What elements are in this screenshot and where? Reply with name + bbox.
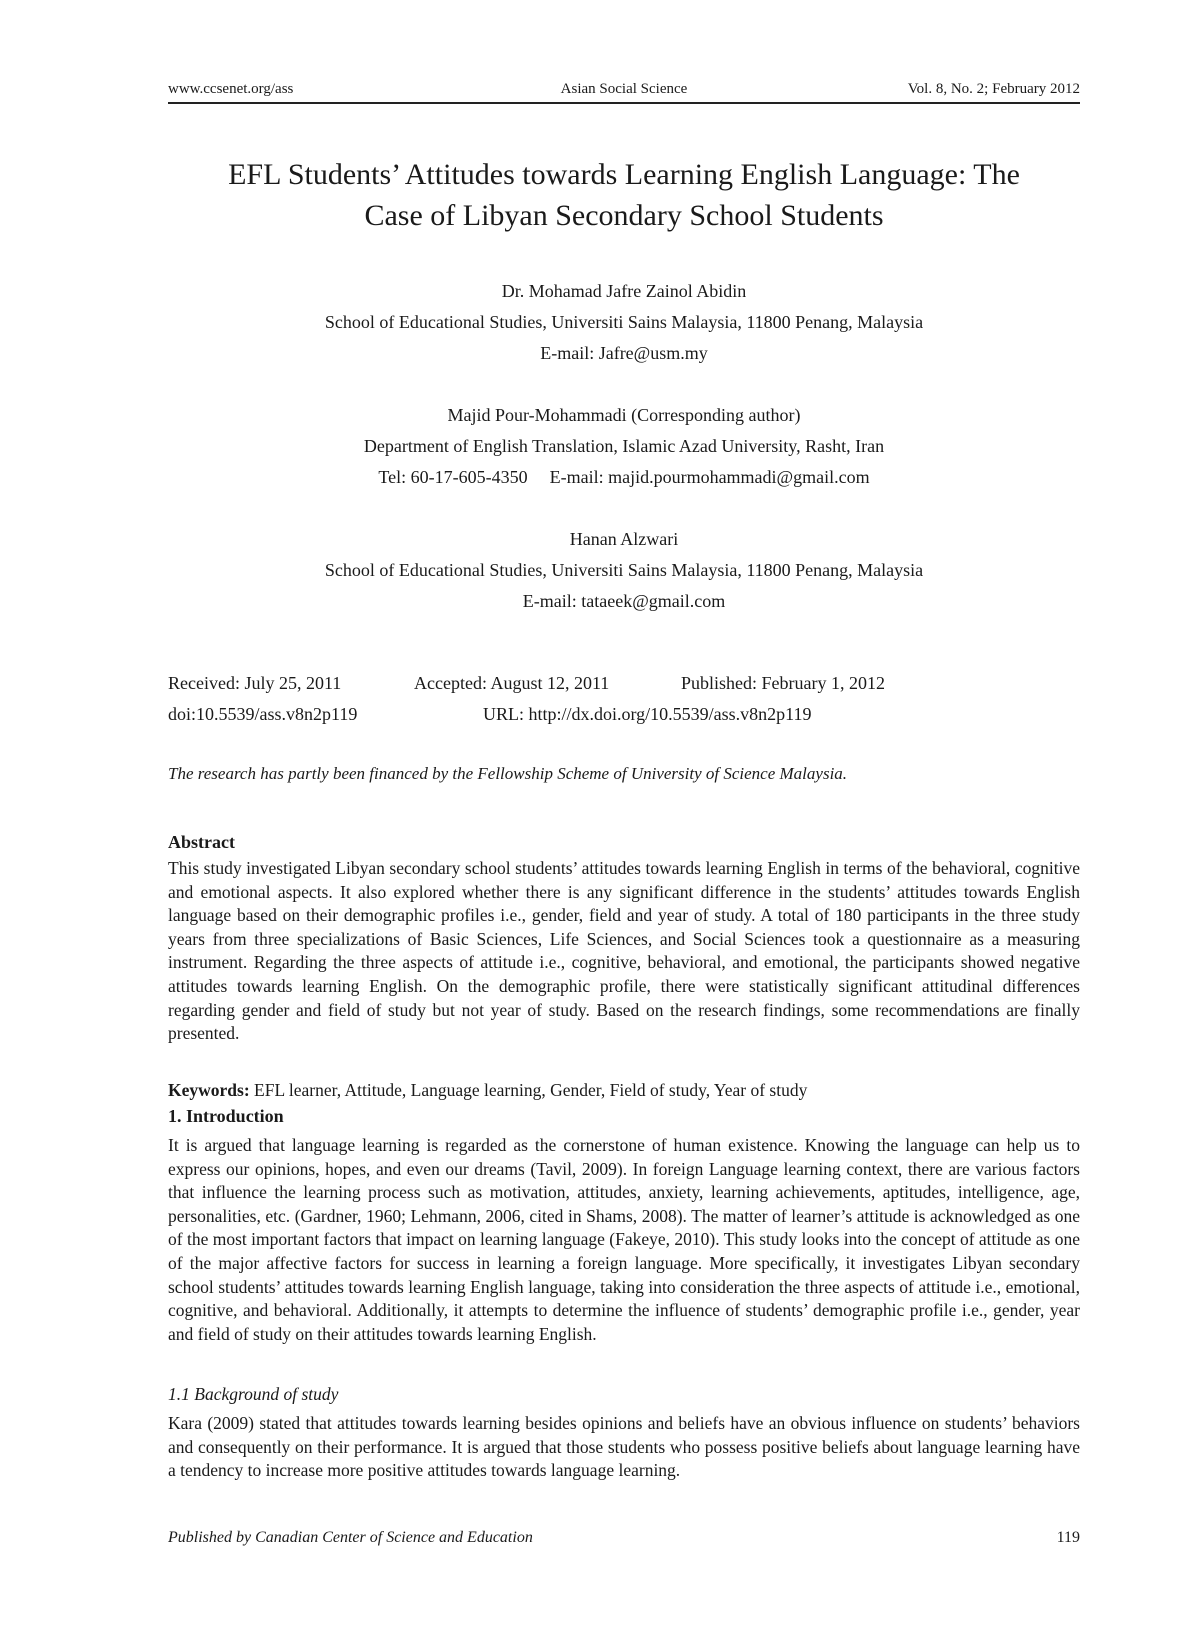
abstract-text: This study investigated Libyan secondary school students’ attitudes towards learning English in terms of the behavioral, cognitive and emotional aspects. It also explored whether there is any significant difference in the students’ attitudes towards English language based on their demographic profiles i.e., gender, field and year of study. A total of 180 participants in the three study years from three specializations of Basic Sciences, Life Sciences, and Social Sciences took a questionnaire as a measuring instrument. Regarding the three aspects of attitude i.e., cognitive, behavioral, and emotional, the participants showed negative attitudes towards learning English. On the demographic profile, there were statistically significant attitudinal differences regarding gender and field of study but not year of study. Based on the research findings, some recommendations are finally presented.: [168, 858, 1080, 1044]
page-footer: [168, 1529, 1080, 1547]
author-affiliation: School of Educational Studies, Universiti Sains Malaysia, 11800 Penang, Malaysia: [324, 560, 924, 580]
introduction-text: It is argued that language learning is regarded as the cornerstone of human existence. Knowing the language can help us to express our opinions, hopes, and even our dreams (Tavil, 2009). In foreign Language learning context, there are various factors that influence the learning process such as motivation, attitudes, anxiety, learning achievements, aptitudes, intelligence, age, personalities, etc. (Gardner, 1960; Lehmann, 2006, cited in Shams, 2008). The matter of learner’s attitude is acknowledged as one of the most important factors that impact on learning language (Fakeye, 2010). This study looks into the concept of attitude as one of the major affective factors for success in learning a foreign language. More specifically, it investigates Libyan secondary school students’ attitudes towards learning English language, taking into consideration the three aspects of attitude i.e., emotional, cognitive, and behavioral. Additionally, it attempts to determine the influence of students’ demographic profile i.e., gender, year and field of study on their attitudes towards learning English.: [168, 1135, 1080, 1344]
accepted-date: Accepted: August 12, 2011: [414, 673, 610, 693]
received-date: Received: July 25, 2011: [168, 673, 342, 693]
journal-url: www.ccsenet.org/ass: [168, 81, 294, 97]
author-contact: [168, 462, 1080, 493]
doi: doi:10.5539/ass.v8n2p119: [168, 704, 358, 724]
author-name: Dr. Mohamad Jafre Zainol Abidin: [501, 281, 747, 301]
author-email: E-mail: Jafre@usm.my: [540, 343, 708, 363]
page-number: 119: [1056, 1529, 1080, 1546]
volume-issue: Vol. 8, No. 2; February 2012: [907, 81, 1080, 97]
doi-url: URL: http://dx.doi.org/10.5539/ass.v8n2p119: [483, 704, 812, 724]
author-affiliation: School of Educational Studies, Universiti Sains Malaysia, 11800 Penang, Malaysia: [324, 312, 924, 332]
background-heading: 1.1 Background of study: [168, 1384, 339, 1404]
author-name: Hanan Alzwari: [569, 529, 679, 549]
published-date: Published: February 1, 2012: [681, 673, 885, 693]
author-name: Majid Pour-Mohammadi (Corresponding author): [447, 405, 801, 425]
author-tel: Tel: 60-17-605-4350: [378, 467, 528, 487]
journal-name: Asian Social Science: [560, 81, 688, 97]
author-affiliation: Department of English Translation, Islamic Azad University, Rasht, Iran: [363, 436, 885, 456]
keywords: [168, 1080, 807, 1101]
author-email: E-mail: majid.pourmohammadi@gmail.com: [549, 467, 870, 487]
background-text: Kara (2009) stated that attitudes towards learning besides opinions and beliefs have an obvious influence on students’ behaviors and consequently on their performance. It is argued that those students who possess positive beliefs about language learning have a tendency to increase more positive attitudes towards language learning.: [168, 1413, 1080, 1481]
paper-title: [168, 154, 1080, 236]
abstract-heading: Abstract: [168, 832, 235, 852]
publication-dates: [168, 668, 1080, 730]
funding-note: The research has partly been financed by the Fellowship Scheme of University of Science Malaysia.: [168, 764, 848, 783]
keywords-label: Keywords:: [168, 1080, 250, 1100]
author-block-2: [168, 400, 1080, 493]
keywords-list: EFL learner, Attitude, Language learning, Gender, Field of study, Year of study: [249, 1080, 808, 1100]
title-line-2: Case of Libyan Secondary School Students: [364, 199, 884, 232]
author-block-1: [168, 276, 1080, 369]
title-line-1: EFL Students’ Attitudes towards Learning English Language: The: [228, 158, 1020, 191]
author-email: E-mail: tataeek@gmail.com: [522, 591, 726, 611]
running-header: [168, 80, 1080, 104]
introduction-heading: 1. Introduction: [168, 1106, 284, 1126]
publisher-credit: Published by Canadian Center of Science and Education: [168, 1529, 533, 1546]
author-block-3: [168, 524, 1080, 617]
